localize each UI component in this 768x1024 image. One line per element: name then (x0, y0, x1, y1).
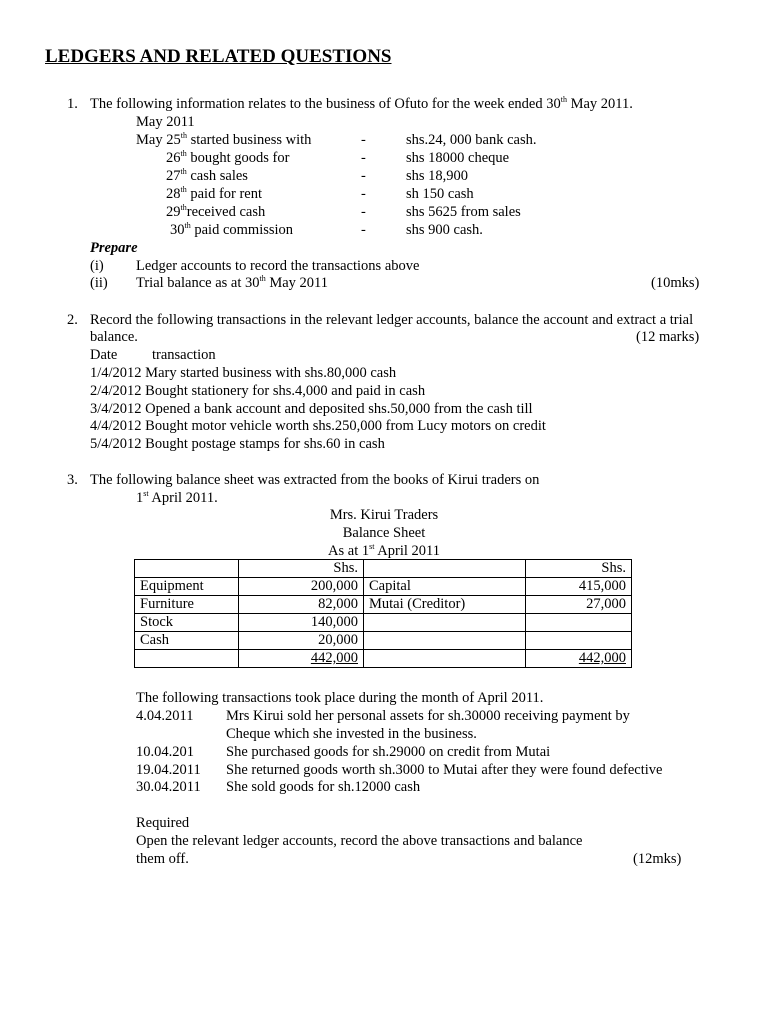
balance-sheet-company: Mrs. Kirui Traders (329, 507, 439, 523)
q1-entry-desc: 28th paid for rent (166, 185, 263, 202)
q1-entry-dash: - (361, 204, 366, 220)
total-assets: 442,000 (239, 650, 364, 668)
q1-number: 1. (67, 96, 78, 112)
asset-name: Cash (135, 632, 239, 650)
liability-name (364, 614, 526, 632)
q3-required-line2: them off. (136, 851, 189, 867)
q1-month: May 2011 (136, 114, 195, 130)
q2-header-transaction: transaction (152, 347, 216, 363)
q3-marks: (12mks) (633, 851, 682, 867)
currency-header: Shs. (526, 560, 632, 578)
q1-entry-desc: May 25th started business with (136, 131, 312, 148)
q1-intro: The following information relates to the business of Ofuto for the week ended 30th May 2011. (90, 95, 633, 112)
table-row (135, 560, 632, 578)
q1-entry-desc: 26th bought goods for (166, 149, 290, 166)
table-row (135, 614, 632, 632)
balance-sheet-title: Balance Sheet (342, 525, 426, 541)
page-title: LEDGERS AND RELATED QUESTIONS (45, 46, 392, 67)
q1-entry-dash: - (361, 132, 366, 148)
q1-entry-desc: 29threceived cash (166, 203, 266, 220)
q1-task-text: Trial balance as at 30th May 2011 (136, 274, 329, 291)
q2-instruction-line2: balance. (90, 329, 138, 345)
q3-transaction-text: She sold goods for sh.12000 cash (226, 779, 421, 795)
q1-entry-amount: shs 18,900 (406, 168, 469, 184)
q1-entry-amount: shs 18000 cheque (406, 150, 510, 166)
q1-task-number: (ii) (90, 275, 108, 291)
q3-transaction-text: She returned goods worth sh.3000 to Mutai after they were found defective (226, 762, 663, 778)
q1-entry-amount: shs 5625 from sales (406, 204, 521, 220)
q3-transaction-text: She purchased goods for sh.29000 on credit from Mutai (226, 744, 551, 760)
asset-amount: 140,000 (239, 614, 364, 632)
liability-amount (526, 632, 632, 650)
q1-entry-amount: sh 150 cash (406, 186, 474, 202)
q2-instruction-line1: Record the following transactions in the relevant ledger accounts, balance the account and extract a trial (90, 312, 694, 328)
q1-entry-dash: - (361, 168, 366, 184)
liability-name: Mutai (Creditor) (364, 596, 526, 614)
q2-number: 2. (67, 312, 78, 328)
q3-transaction-date: 10.04.201 (136, 744, 194, 760)
q2-transaction-row: 5/4/2012 Bought postage stamps for shs.60 in cash (90, 436, 385, 452)
q1-task-number: (i) (90, 258, 104, 274)
asset-amount: 82,000 (239, 596, 364, 614)
q3-intro-line2: 1st April 2011. (136, 489, 218, 506)
q1-entry-dash: - (361, 150, 366, 166)
q2-transaction-row: 1/4/2012 Mary started business with shs.80,000 cash (90, 365, 397, 381)
asset-name: Equipment (135, 578, 239, 596)
table-row (135, 578, 632, 596)
table-row (135, 632, 632, 650)
q3-transaction-text: Mrs Kirui sold her personal assets for sh.30000 receiving payment by (226, 708, 630, 724)
q3-transactions-intro: The following transactions took place during the month of April 2011. (136, 690, 544, 706)
q1-entry-amount: shs 900 cash. (406, 222, 483, 238)
q1-prepare-label: Prepare (90, 240, 138, 256)
q1-task-text: Ledger accounts to record the transactions above (136, 258, 420, 274)
liability-amount: 27,000 (526, 596, 632, 614)
q3-transaction-date: 4.04.2011 (136, 708, 194, 724)
q1-entry-dash: - (361, 186, 366, 202)
table-row (135, 650, 632, 668)
total-liabilities: 442,000 (526, 650, 632, 668)
balance-sheet-table (134, 559, 632, 668)
q2-transaction-row: 4/4/2012 Bought motor vehicle worth shs.250,000 from Lucy motors on credit (90, 418, 546, 434)
asset-amount: 200,000 (239, 578, 364, 596)
q1-entry-dash: - (361, 222, 366, 238)
q3-required-line1: Open the relevant ledger accounts, record the above transactions and balance (136, 833, 583, 849)
asset-amount: 20,000 (239, 632, 364, 650)
liability-name: Capital (364, 578, 526, 596)
q3-transaction-date: 19.04.2011 (136, 762, 201, 778)
q1-entry-desc: 30th paid commission (170, 221, 294, 238)
q3-intro-line1: The following balance sheet was extracted from the books of Kirui traders on (90, 472, 540, 488)
q2-transaction-row: 3/4/2012 Opened a bank account and deposited shs.50,000 from the cash till (90, 401, 533, 417)
table-row (135, 596, 632, 614)
q3-required-label: Required (136, 815, 190, 831)
q1-marks: (10mks) (651, 275, 700, 291)
liability-name (364, 632, 526, 650)
asset-name: Stock (135, 614, 239, 632)
q3-number: 3. (67, 472, 78, 488)
q1-entry-amount: shs.24, 000 bank cash. (406, 132, 537, 148)
q2-marks: (12 marks) (636, 329, 700, 345)
liability-amount: 415,000 (526, 578, 632, 596)
q3-transaction-date: 30.04.2011 (136, 779, 201, 795)
currency-header: Shs. (239, 560, 364, 578)
asset-name: Furniture (135, 596, 239, 614)
q2-header-date: Date (90, 347, 118, 363)
q2-transaction-row: 2/4/2012 Bought stationery for shs.4,000 and paid in cash (90, 383, 426, 399)
q1-entry-desc: 27th cash sales (166, 167, 248, 184)
q3-transaction-text: Cheque which she invested in the business. (226, 726, 477, 742)
liability-amount (526, 614, 632, 632)
balance-sheet-date: As at 1st April 2011 (328, 542, 440, 559)
